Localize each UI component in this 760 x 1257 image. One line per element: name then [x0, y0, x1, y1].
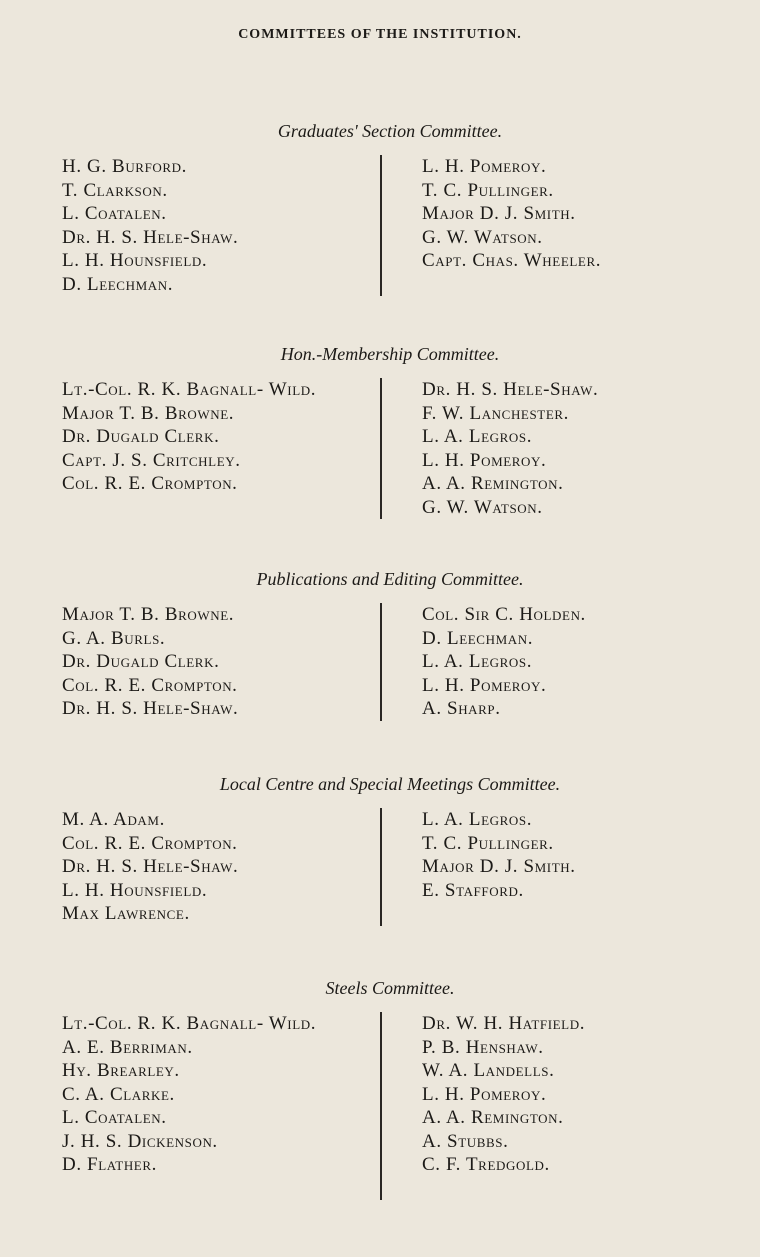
member-name: L. H. Pomeroy. [422, 674, 547, 696]
left-member-column [62, 1012, 367, 1177]
member-name: L. H. Hounsfield. [62, 879, 208, 901]
member-name: L. A. Legros. [422, 809, 533, 830]
member-name: L. H. Hounsfield. [62, 250, 208, 271]
member-name: L. H. Pomeroy. [422, 156, 547, 177]
member-name: J. H. S. Dickenson. [62, 1130, 218, 1152]
right-member-column [422, 155, 742, 273]
member-name: Dr. H. S. Hele-Shaw. [62, 698, 239, 719]
member-name: Capt. Chas. Wheeler. [422, 250, 602, 271]
page-header: COMMITTEES OF THE INSTITUTION. [238, 27, 522, 42]
member-name: L. A. Legros. [422, 426, 533, 447]
member-name: T. C. Pullinger. [422, 179, 554, 201]
member-name: L. H. Pomeroy. [422, 449, 547, 471]
committee-section [0, 774, 760, 924]
member-name: A. Sharp. [422, 698, 501, 719]
committee-title: Local Centre and Special Meetings Committee. [219, 774, 561, 794]
committee-section [0, 569, 760, 719]
member-name: Hy. Brearley. [62, 1060, 180, 1081]
committee-section [0, 121, 760, 295]
member-name: L. A. Legros. [422, 651, 533, 672]
committee-title: Hon.-Membership Committee. [280, 344, 500, 364]
member-name: G. W. Watson. [422, 496, 543, 518]
right-member-column [422, 603, 742, 721]
member-name: G. A. Burls. [62, 627, 166, 649]
member-name: T. C. Pullinger. [422, 832, 554, 854]
member-name: A. Stubbs. [422, 1130, 509, 1152]
member-name: H. G. Burford. [62, 156, 188, 177]
member-name: Dr. H. S. Hele-Shaw. [62, 856, 239, 877]
member-name: Dr. H. S. Hele-Shaw. [62, 226, 239, 248]
member-name: Major T. B. Browne. [62, 604, 235, 625]
member-name: A. A. Remington. [422, 473, 564, 494]
member-name: Col. R. E. Crompton. [62, 674, 238, 696]
member-name: Capt. J. S. Critchley. [62, 449, 241, 471]
member-name: Col. R. E. Crompton. [62, 473, 238, 494]
member-name: D. Leechman. [62, 273, 174, 295]
member-name: Dr. Dugald Clerk. [62, 651, 220, 672]
member-name: Major T. B. Browne. [62, 402, 235, 424]
member-name: D. Flather. [62, 1154, 157, 1175]
member-name: Major D. J. Smith. [422, 203, 576, 224]
member-name: C. A. Clarke. [62, 1083, 175, 1105]
committee-section [0, 344, 760, 518]
member-name: L. Coatalen. [62, 1107, 167, 1128]
column-divider [380, 603, 382, 721]
left-member-column [62, 603, 367, 721]
member-name: M. A. Adam. [62, 809, 165, 830]
member-name: G. W. Watson. [422, 226, 543, 248]
column-divider [380, 378, 382, 519]
committee-title: Publications and Editing Committee. [256, 569, 524, 589]
column-divider [380, 155, 382, 296]
member-name: T. Clarkson. [62, 179, 168, 201]
member-name: Dr. Dugald Clerk. [62, 426, 220, 447]
member-name: L. Coatalen. [62, 203, 167, 224]
left-member-column [62, 808, 367, 926]
right-member-column [422, 808, 742, 902]
right-member-column [422, 1012, 742, 1177]
member-name: A. A. Remington. [422, 1107, 564, 1128]
member-name: F. W. Lanchester. [422, 402, 570, 424]
member-name: P. B. Henshaw. [422, 1036, 544, 1058]
column-divider [380, 808, 382, 926]
left-member-column [62, 378, 367, 496]
member-name: A. E. Berriman. [62, 1036, 193, 1058]
member-name: Dr. W. H. Hatfield. [422, 1013, 586, 1034]
member-name: C. F. Tredgold. [422, 1154, 550, 1175]
column-divider [380, 1012, 382, 1200]
member-name: Lt.-Col. R. K. Bagnall- Wild. [62, 1013, 317, 1034]
member-name: Col. Sir C. Holden. [422, 604, 586, 625]
member-name: Major D. J. Smith. [422, 856, 576, 877]
committee-title: Steels Committee. [325, 978, 455, 998]
committee-title: Graduates' Section Committee. [277, 121, 503, 141]
committee-section [0, 978, 760, 1175]
member-name: L. H. Pomeroy. [422, 1083, 547, 1105]
member-name: Max Lawrence. [62, 903, 190, 924]
right-member-column [422, 378, 742, 519]
member-name: W. A. Landells. [422, 1060, 555, 1081]
member-name: Col. R. E. Crompton. [62, 832, 238, 854]
member-name: D. Leechman. [422, 627, 534, 649]
member-name: Dr. H. S. Hele-Shaw. [422, 379, 599, 400]
member-name: Lt.-Col. R. K. Bagnall- Wild. [62, 379, 317, 400]
left-member-column [62, 155, 367, 296]
member-name: E. Stafford. [422, 879, 524, 901]
